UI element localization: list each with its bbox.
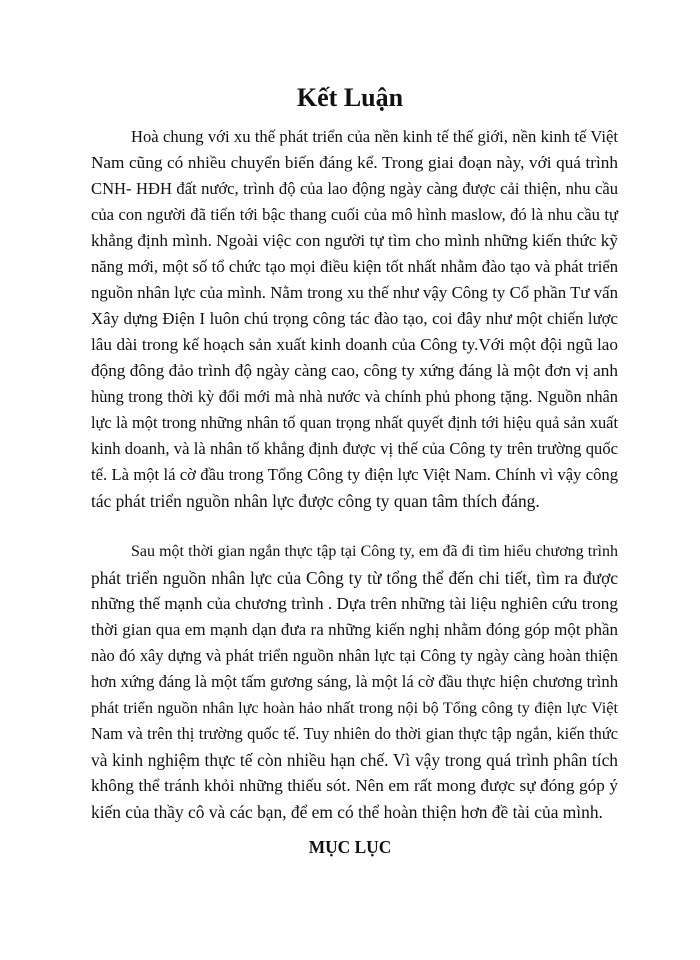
paragraph-line: không thể tránh khỏi những thiếu sót. Nên em rất mong được sự đóng góp ý <box>91 776 618 795</box>
paragraph-line: và kinh nghiệm thực tế còn nhiều hạn chế. Vì vậy trong quá trình phân tích <box>91 750 618 770</box>
paragraph-line: nào đó xây dựng và phát triển nguồn nhân lực tại Công ty ngày càng hoàn thiện <box>91 646 618 665</box>
paragraph-line: CNH- HĐH đất nước, trình độ của lao động ngày càng được cải thiện, nhu cầu <box>91 179 618 198</box>
paragraph-line: thời gian qua em mạnh dạn đưa ra những kiến nghị nhằm đóng góp một phần <box>91 620 618 639</box>
table-of-contents-heading: MỤC LỤC <box>308 837 392 857</box>
paragraph-line: kiến của thầy cô và các bạn, để em có thể hoàn thiện hơn đề tài của mình. <box>91 802 603 822</box>
paragraph-line: tác phát triển nguồn nhân lực được công ty quan tâm thích đáng. <box>91 491 540 511</box>
paragraph-line: lực là một trong những nhân tố quan trọng nhất quyết định tới hiệu quả sản xuất <box>91 413 618 432</box>
paragraph-line: động đông đảo trình độ ngày càng cao, công ty xứng đáng là một đơn vị anh <box>91 361 618 380</box>
paragraph-line: Xây dựng Điện I luôn chú trọng công tác đào tạo, coi đây như một chiến lược <box>91 309 618 328</box>
paragraph-line: những thế mạnh của chương trình . Dựa trên những tài liệu nghiên cứu trong <box>91 594 618 613</box>
paragraph-line: năng mới, một số tổ chức tạo mọi điều kiện tốt nhất nhằm đào tạo và phát triển <box>91 257 618 276</box>
paragraph-line: Hoà chung với xu thế phát triển của nền kinh tế thế giới, nền kinh tế Việt <box>131 127 618 146</box>
page-title: Kết Luận <box>296 83 404 112</box>
paragraph-line: phát triển nguồn nhân lực của Công ty từ tổng thể đến chi tiết, tìm ra được <box>91 568 618 588</box>
paragraph-line: hùng trong thời kỳ đổi mới mà nhà nước và chính phủ phong tặng. Nguồn nhân <box>91 387 618 406</box>
paragraph-line: nguồn nhân lực của mình. Nằm trong xu thế như vậy Công ty Cổ phần Tư vấn <box>91 283 618 302</box>
paragraph-line: kinh doanh, và là nhân tố khẳng định được vị thế của Công ty trên trường quốc <box>91 439 618 458</box>
paragraph-line: hơn xứng đáng là một tấm gương sáng, là một lá cờ đầu thực hiện chương trình <box>91 672 618 691</box>
paragraph-line: phát triển nguồn nhân lực hoàn hảo nhất trong nội bộ Tổng công ty điện lực Việt <box>91 699 618 717</box>
paragraph-line: của con người đã tiến tới bậc thang cuối của mô hình maslow, đó là nhu cầu tự <box>91 205 618 224</box>
paragraph-line: Nam cũng có nhiều chuyển biến đáng kể. Trong giai đoạn này, với quá trình <box>91 153 618 172</box>
paragraph-line: Sau một thời gian ngắn thực tập tại Công ty, em đã đi tìm hiểu chương trình <box>131 543 618 560</box>
paragraph-line: tế. Là một lá cờ đầu trong Tổng Công ty điện lực Việt Nam. Chính vì vậy công <box>91 465 618 484</box>
paragraph-line: Nam và trên thị trường quốc tế. Tuy nhiên do thời gian thực tập ngắn, kiến thức <box>91 724 618 743</box>
paragraph-line: lâu dài trong kế hoạch sản xuất kinh doanh của Công ty.Với một đội ngũ lao <box>91 335 618 354</box>
paragraph-line: khẳng định mình. Ngoài việc con người tự tìm cho mình những kiến thức kỹ <box>91 231 618 250</box>
